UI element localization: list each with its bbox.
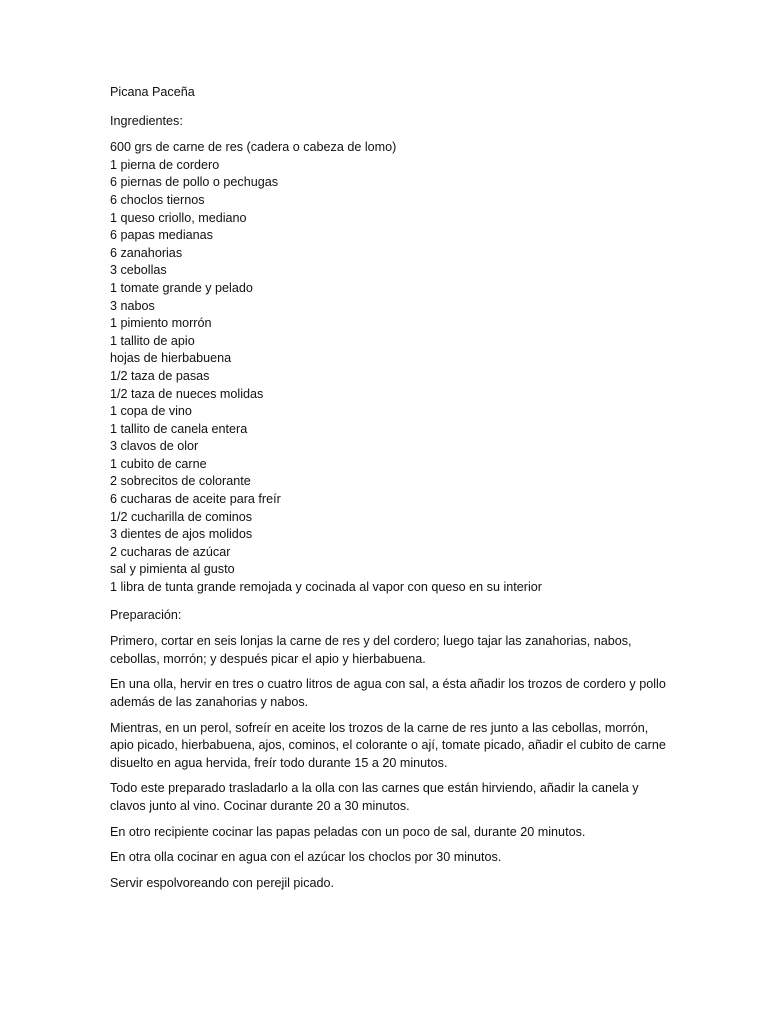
ingredient-item: 1 pierna de cordero [110, 157, 220, 172]
ingredient-item: 1 tomate grande y pelado [110, 280, 253, 295]
recipe-page [110, 84, 670, 900]
ingredient-item: 6 zanahorias [110, 245, 183, 260]
recipe-title: Picana Paceña [110, 85, 195, 99]
ingredient-item: 600 grs de carne de res (cadera o cabeza de lomo) [110, 140, 397, 155]
ingredient-item: 2 sobrecitos de colorante [110, 474, 251, 489]
ingredient-item: 1 copa de vino [110, 404, 192, 419]
ingredient-item: 1 queso criollo, mediano [110, 210, 247, 225]
ingredient-item: 6 papas medianas [110, 228, 213, 243]
ingredient-item: 6 cucharas de aceite para freír [110, 492, 281, 507]
ingredient-item: 3 dientes de ajos molidos [110, 527, 253, 542]
preparation-steps [110, 633, 670, 892]
preparation-step: En otra olla cocinar en agua con el azúcar los choclos por 30 minutos. [110, 850, 502, 865]
ingredient-item: 1 cubito de carne [110, 456, 207, 471]
preparation-heading: Preparación: [110, 607, 182, 622]
ingredients-list [110, 139, 670, 596]
ingredients-heading: Ingredientes: [110, 113, 183, 128]
ingredient-item: 6 piernas de pollo o pechugas [110, 175, 279, 190]
preparation-step: En otro recipiente cocinar las papas peladas con un poco de sal, durante 20 minutos. [110, 824, 586, 839]
preparation-step: Servir espolvoreando con perejil picado. [110, 875, 335, 890]
ingredient-item: 3 clavos de olor [110, 439, 199, 454]
ingredient-item: 1 pimiento morrón [110, 316, 212, 331]
ingredient-item: 3 nabos [110, 298, 155, 313]
ingredient-item: 6 choclos tiernos [110, 192, 205, 207]
preparation-step: En una olla, hervir en tres o cuatro litros de agua con sal, a ésta añadir los trozos de cordero y pollo además de las zanahorias y nabos. [110, 677, 666, 709]
ingredient-item: hojas de hierbabuena [110, 351, 232, 366]
ingredient-item: 1/2 taza de pasas [110, 368, 210, 383]
preparation-step: Todo este preparado trasladarlo a la olla con las carnes que están hirviendo, añadir la canela y clavos junto al vino. Cocinar durante 20 a 30 minutos. [110, 781, 639, 813]
ingredient-item: 1 tallito de canela entera [110, 421, 248, 436]
ingredient-item: 1 libra de tunta grande remojada y cocinada al vapor con queso en su interior [110, 580, 542, 595]
ingredient-item: 1/2 taza de nueces molidas [110, 386, 264, 401]
preparation-step: Primero, cortar en seis lonjas la carne de res y del cordero; luego tajar las zanahorias, nabos, cebollas, morrón; y después picar el apio y hierbabuena. [110, 634, 632, 666]
ingredient-item: 1 tallito de apio [110, 333, 195, 348]
ingredient-item: 2 cucharas de azúcar [110, 544, 231, 559]
ingredient-item: 1/2 cucharilla de cominos [110, 509, 253, 524]
ingredient-item: sal y pimienta al gusto [110, 562, 235, 577]
preparation-step: Mientras, en un perol, sofreír en aceite los trozos de la carne de res junto a las cebollas, morrón, apio picado, hierbabuena, ajos, cominos, el colorante o ají, tomate picado, añadir el cubito de carne disuelto en agua hervida, freír todo durante 15 a 20 minutos. [110, 720, 666, 770]
ingredient-item: 3 cebollas [110, 263, 167, 278]
